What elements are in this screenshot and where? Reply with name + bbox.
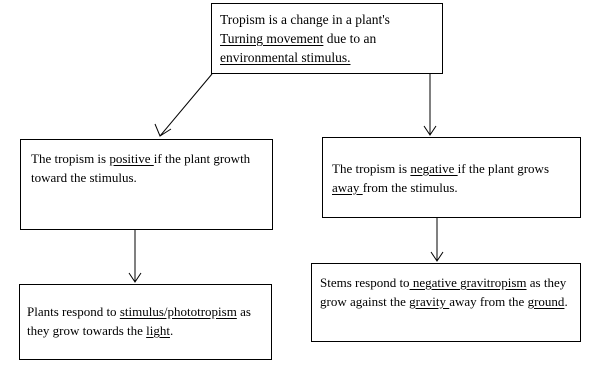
arrow-root-to-negative bbox=[424, 74, 436, 135]
node-text: The tropism is bbox=[31, 151, 110, 166]
underlined-term: Turning movement bbox=[220, 31, 324, 46]
node-text: from the stimulus. bbox=[362, 180, 458, 195]
node-text: if the plant growth toward the stimulus. bbox=[31, 151, 251, 185]
node-text: if the plant grows bbox=[457, 161, 549, 176]
node-text: The tropism is bbox=[332, 161, 411, 176]
node-text: as they grow towards the bbox=[27, 304, 251, 338]
node-phototropism-example bbox=[19, 284, 272, 360]
node-negative-tropism bbox=[322, 137, 581, 218]
underlined-term: away bbox=[332, 180, 363, 195]
arrow-negative-to-stems bbox=[431, 218, 443, 261]
underlined-term: ground bbox=[527, 294, 565, 309]
underlined-term: light bbox=[146, 323, 170, 338]
underlined-term: negative bbox=[410, 161, 458, 176]
underlined-term: environmental stimulus. bbox=[220, 50, 351, 65]
arrow-positive-to-plants bbox=[129, 230, 141, 282]
node-text: . bbox=[564, 294, 568, 309]
underlined-term: gravity bbox=[409, 294, 450, 309]
node-text: Plants respond to bbox=[27, 304, 120, 319]
underlined-term: negative gravitropism bbox=[409, 275, 527, 290]
node-text: due to an bbox=[323, 31, 377, 46]
underlined-term: positive bbox=[109, 151, 154, 166]
node-text: as they grow against the bbox=[320, 275, 567, 309]
node-text: Tropism is a change in a plant's bbox=[220, 12, 390, 27]
node-tropism-definition bbox=[211, 3, 443, 74]
node-text: . bbox=[169, 323, 174, 338]
node-text: Stems respond to bbox=[320, 275, 410, 290]
node-gravitropism-example bbox=[311, 263, 581, 342]
node-positive-tropism bbox=[20, 139, 273, 230]
underlined-term: stimulus/phototropism bbox=[119, 304, 237, 319]
node-text: away from the bbox=[449, 294, 528, 309]
arrow-root-to-positive bbox=[155, 74, 212, 136]
